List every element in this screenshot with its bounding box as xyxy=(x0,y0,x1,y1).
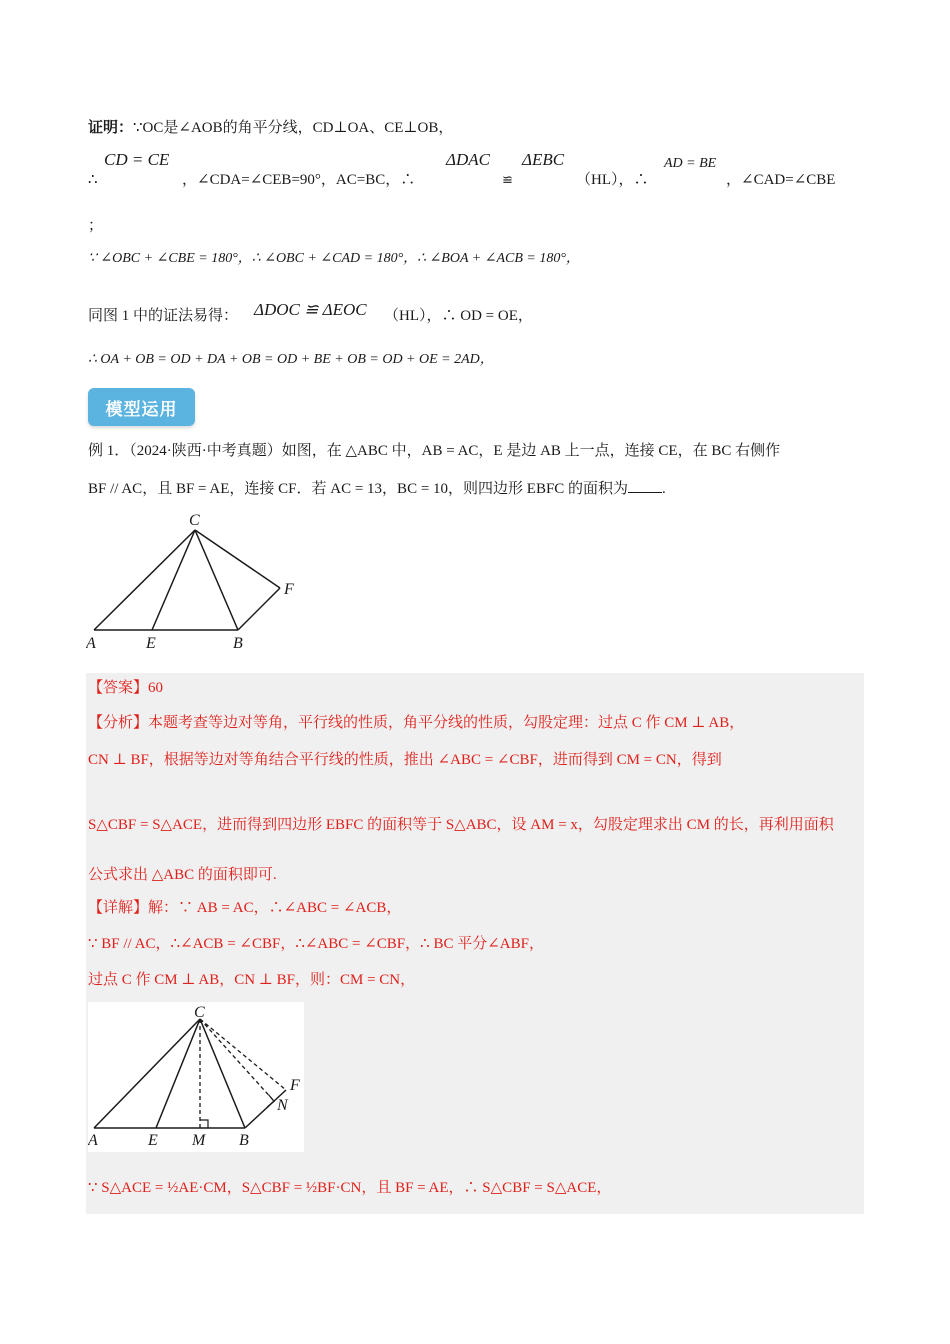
analysis-text-2: CN ⊥ BF，根据等边对等角结合平行线的性质，推出 ∠ABC = ∠CBF，进而得到 CM = CN，得到 xyxy=(88,752,722,768)
analysis-tag: 【分析】 xyxy=(88,715,149,731)
proof-text-4: ，∠CAD=∠CBE xyxy=(726,172,836,188)
label-c-2: C xyxy=(194,1004,205,1021)
answer-value: 60 xyxy=(148,680,164,696)
example-line-2 xyxy=(88,478,666,499)
analysis-line-4 xyxy=(88,865,277,885)
analysis-text-4: 公式求出 △ABC 的面积即可. xyxy=(88,867,277,883)
sum-chain-text: ∴ OA + OB = OD + DA + OB = OD + BE + OB = OD + OE = 2AD， xyxy=(88,352,494,367)
proof-line-1 xyxy=(88,118,453,138)
proof-line-4 xyxy=(88,249,580,269)
detail-line-1 xyxy=(88,898,401,918)
segment-cf-dashed xyxy=(200,1019,286,1090)
answer-blank xyxy=(628,478,662,493)
answer-tag: 【答案】 xyxy=(88,680,149,696)
semicolon: ； xyxy=(88,218,104,234)
triangle-doc-eoc: ΔDOC ≌ ΔEOC xyxy=(254,300,367,319)
proof-text-3: （HL），∴ xyxy=(576,172,649,188)
period: . xyxy=(662,481,666,497)
detail-text-2: ∵ BF // AC，∴∠ACB = ∠CBF，∴∠ABC = ∠CBF，∴ BC 平分∠ABF， xyxy=(88,936,544,952)
answer-line xyxy=(88,678,163,698)
example-text-2: BF // AC，且 BF = AE，连接 CF．若 AC = 13，BC = 10，则四边形 EBFC 的面积为 xyxy=(88,481,629,497)
segment-ce xyxy=(152,530,195,630)
example-line-1 xyxy=(88,441,780,461)
analysis-text-3: S△CBF = S△ACE，进而得到四边形 EBFC 的面积等于 S△ABC，设 AM = x，勾股定理求出 CM 的长，再利用面积 xyxy=(88,817,834,833)
detail-text-1: 解：∵ AB = AC，∴∠ABC = ∠ACB， xyxy=(148,900,402,916)
congruent-symbol: ≌ xyxy=(502,172,513,187)
segment-cb-2 xyxy=(200,1019,245,1128)
analysis-text-1: 本题考查等边对等角，平行线的性质，角平分线的性质，勾股定理：过点 C 作 CM ⊥ AB， xyxy=(148,715,745,731)
analysis-line-1 xyxy=(88,713,744,733)
therefore-symbol: ∴ xyxy=(88,172,98,188)
proof-text-2: ，∠CDA=∠CEB=90°，AC=BC，∴ xyxy=(182,172,416,188)
triangle-ebc: ΔEBC xyxy=(522,150,565,169)
proof-text-6: （HL），∴ OD = OE， xyxy=(384,308,533,324)
proof-text-1: ∵OC是∠AOB的角平分线，CD⊥OA、CE⊥OB， xyxy=(133,120,454,136)
detail-line-3 xyxy=(88,970,415,990)
proof-label: 证明： xyxy=(88,120,134,136)
proof-line-3 xyxy=(88,216,103,236)
detail-tag: 【详解】 xyxy=(88,900,149,916)
figure-2-diagram xyxy=(88,1002,304,1152)
label-n-2: N xyxy=(277,1097,288,1114)
detail-line-4 xyxy=(88,1178,611,1198)
figure-1-diagram xyxy=(86,508,316,653)
triangle-dac: ΔDAC xyxy=(446,150,490,169)
label-e-2: E xyxy=(148,1132,158,1149)
label-a-2: A xyxy=(88,1132,98,1149)
label-c: C xyxy=(189,512,200,529)
segment-ce-2 xyxy=(156,1019,200,1128)
segment-cn-dashed xyxy=(200,1019,274,1101)
proof-line-6 xyxy=(88,350,494,370)
label-b: B xyxy=(233,635,243,652)
analysis-line-3 xyxy=(88,815,834,835)
label-e: E xyxy=(146,635,156,652)
ad-be-expr: AD = BE xyxy=(664,156,717,171)
section-tag-model-application: 模型运用 xyxy=(88,388,195,426)
cd-ce-expr: CD = CE xyxy=(104,150,170,169)
analysis-line-2 xyxy=(88,750,722,770)
label-f-2: F xyxy=(290,1077,300,1094)
angle-sum-text: ∵ ∠OBC + ∠CBE = 180°，∴ ∠OBC + ∠CAD = 180°，∴ ∠BOA + ∠ACB = 180°， xyxy=(88,251,580,266)
label-a: A xyxy=(86,635,96,652)
example-text-1: 例 1．（2024·陕西·中考真题）如图，在 △ABC 中，AB = AC，E 是边 AB 上一点，连接 CE，在 BC 右侧作 xyxy=(88,443,781,459)
right-angle-mark-n xyxy=(267,1095,274,1107)
detail-line-2 xyxy=(88,934,544,954)
segment-ac xyxy=(94,530,195,630)
right-angle-mark-m xyxy=(200,1120,208,1128)
figure-2-container xyxy=(88,1002,304,1152)
proof-text-5: 同图 1 中的证法易得： xyxy=(88,308,239,324)
segment-ac-2 xyxy=(94,1019,200,1128)
segment-bf xyxy=(238,588,280,630)
label-b-2: B xyxy=(239,1132,249,1149)
detail-text-3: 过点 C 作 CM ⊥ AB，CN ⊥ BF，则：CM = CN， xyxy=(88,972,416,988)
proof-line-2 xyxy=(88,150,868,190)
detail-text-4: ∵ S△ACE = ½AE·CM，S△CBF = ½BF·CN，且 BF = AE，∴ S△CBF = S△ACE， xyxy=(88,1180,612,1196)
label-m-2: M xyxy=(192,1132,206,1149)
label-f: F xyxy=(284,581,294,598)
